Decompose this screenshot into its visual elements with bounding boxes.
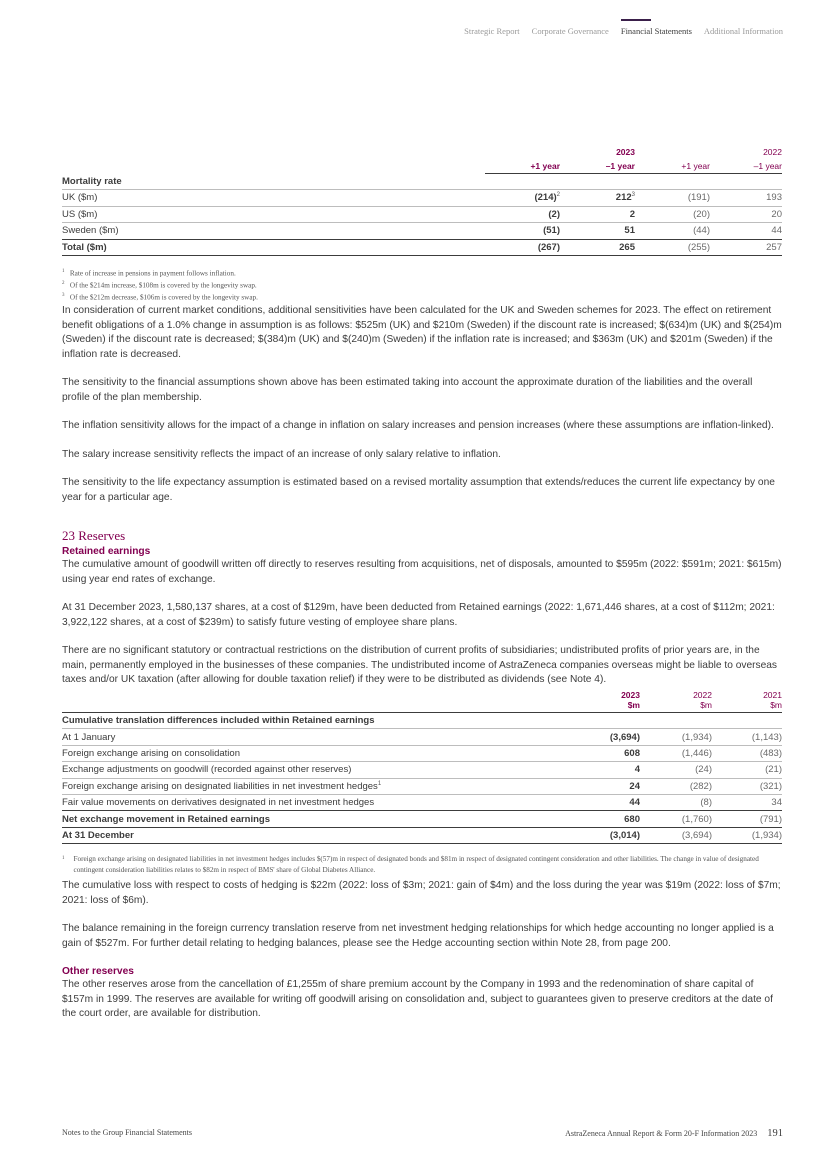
table-row <box>62 190 782 207</box>
cell-value: (44) <box>635 223 710 240</box>
year-2023-header: 2023 <box>616 147 635 157</box>
table-row <box>62 794 782 810</box>
cell-value: (21) <box>712 762 782 778</box>
table-row <box>62 206 782 223</box>
sensitivity-text <box>62 304 782 505</box>
cell-value: 680 <box>565 811 640 827</box>
footnote-ref: 1 <box>377 780 382 787</box>
cell-value: 608 <box>565 745 640 761</box>
row-label: UK ($m) <box>62 190 485 207</box>
row-label: US ($m) <box>62 206 485 223</box>
cell-value: 34 <box>712 794 782 810</box>
nav-corporate-governance[interactable]: Corporate Governance <box>531 26 609 36</box>
cell-value: (1,760) <box>640 811 712 827</box>
total-row <box>62 827 782 843</box>
paragraph: The balance remaining in the foreign currency translation reserve from net investment hedging relationships for which hedge accounting no longer applied is a gain of $527m. For further detail relating to hedging balances, please see the Hedge accounting section within Note 28, from page 200. <box>62 923 774 949</box>
row-label: At 1 January <box>62 729 565 745</box>
footer-section-title: Notes to the Group Financial Statements <box>62 1128 192 1137</box>
reserves-section <box>62 528 782 688</box>
mortality-footnotes <box>62 267 782 303</box>
footnote-ref: 2 <box>556 192 560 199</box>
row-label: Foreign exchange arising on designated liabilities in net investment hedges$^1$ <box>62 778 565 794</box>
year-2023-header: 2023 $m <box>565 686 640 713</box>
footnote: $^2$ Of the $214m increase, $108m is covered by the longevity swap. <box>62 280 257 290</box>
paragraph: There are no significant statutory or contractual restrictions on the distribution of current profits of subsidiaries; undistributed profits of prior years are, in the main, permanently employed in the businesses of these companies. The undistributed income of AstraZeneca companies overseas might be liable to overseas taxes and/or UK taxation (after allowing for double taxation relief) if they were to be distributed as dividends (see Note 4). <box>62 645 778 685</box>
cell-value: (214)$^2$ <box>485 190 560 207</box>
cell-value: (321) <box>712 778 782 794</box>
subtotal-row <box>62 811 782 827</box>
nav-strategic-report[interactable]: Strategic Report <box>464 26 520 36</box>
year-2021-header: 2021 $m <box>712 686 782 713</box>
section-heading: Cumulative translation differences included within Retained earnings <box>62 713 782 729</box>
row-label: Foreign exchange arising on consolidation <box>62 745 565 761</box>
subhead-2022-minus: –1 year <box>710 159 782 174</box>
section-heading-row <box>62 174 782 190</box>
table-row <box>62 223 782 240</box>
row-label: At 31 December <box>62 827 565 843</box>
subheader-row <box>62 159 782 174</box>
retained-earnings-heading: Retained earnings <box>62 546 151 557</box>
footer-report-title: AstraZeneca Annual Report & Form 20-F Information 2023 <box>565 1129 758 1138</box>
footnote: $^3$ Of the $212m decrease, $106m is covered by the longevity swap. <box>62 292 258 302</box>
paragraph: The cumulative loss with respect to costs of hedging is $22m (2022: loss of $3m; 2021: gain of $4m) and the loss during the year was $19m (2022: loss of $7m; 2021: loss of $6m). <box>62 880 781 906</box>
total-row <box>62 239 782 256</box>
cell-value: 44 <box>565 794 640 810</box>
translation-differences-table <box>62 686 782 844</box>
cell-value: (3,694) <box>640 827 712 843</box>
top-navigation <box>464 26 783 36</box>
section-heading-row <box>62 713 782 729</box>
paragraph: The sensitivity to the life expectancy assumption is estimated based on a revised mortality assumption that extends/reduces the current life expectancy by one year for a particular age. <box>62 477 775 503</box>
row-label: Net exchange movement in Retained earnings <box>62 811 565 827</box>
year-header-row <box>62 686 782 713</box>
subhead-2023-minus: –1 year <box>560 159 635 174</box>
translation-footnote: 1 Foreign exchange arising on designated liabilities in net investment hedges includes $(57)m in respect of designated bonds and $81m in respect of designated contingent consideration and other liabilities. The change in value of designated contingent consideration liabilities relates to $82m in respect of BMS' share of Global Diabetes Alliance. <box>62 855 759 874</box>
cell-value: (1,934) <box>640 729 712 745</box>
cell-value: (282) <box>640 778 712 794</box>
cell-value: (267) <box>485 239 560 256</box>
subhead-2023-plus: +1 year <box>485 159 560 174</box>
paragraph: The cumulative amount of goodwill written off directly to reserves resulting from acquisitions, net of disposals, amounted to $595m (2022: $591m; 2021: $615m) using year end rates of exchange. <box>62 559 782 585</box>
cell-value: (1,446) <box>640 745 712 761</box>
cell-value: 24 <box>565 778 640 794</box>
cell-value: (2) <box>485 206 560 223</box>
other-reserves-heading: Other reserves <box>62 966 134 977</box>
cell-value: (51) <box>485 223 560 240</box>
nav-financial-statements[interactable]: Financial Statements <box>620 26 692 36</box>
cell-value: (1,143) <box>712 729 782 745</box>
table-row <box>62 762 782 778</box>
cell-value: 2 <box>560 206 635 223</box>
translation-table-block <box>62 686 782 875</box>
cell-value: 44 <box>710 223 782 240</box>
cell-value: (791) <box>712 811 782 827</box>
cell-value: 20 <box>710 206 782 223</box>
nav-additional-information[interactable]: Additional Information <box>703 26 783 36</box>
row-label: Sweden ($m) <box>62 223 485 240</box>
paragraph: The sensitivity to the financial assumptions shown above has been estimated taking into account the approximate duration of the liabilities and the overall profile of the plan membership. <box>62 377 753 403</box>
cell-value: 257 <box>710 239 782 256</box>
table-row <box>62 778 782 794</box>
cell-value: (191) <box>635 190 710 207</box>
cell-value: (3,694) <box>565 729 640 745</box>
cell-value: (20) <box>635 206 710 223</box>
paragraph: In consideration of current market conditions, additional sensitivities have been calculated for the UK and Sweden schemes for 2023. The effect on retirement benefit obligations of a 1.0% change in assumption is as follows: $525m (UK) and $210m (Sweden) if the discount rate is increased; $(634)m (UK) and $(254)m (Sweden) if the discount rate is decreased; $(384)m (UK) and $(240)m (Sweden) if the inflation rate is increased; and $363m (UK) and $201m (Sweden) if the inflation rate is decreased. <box>62 305 782 360</box>
paragraph: At 31 December 2023, 1,580,137 shares, at a cost of $129m, have been deducted from Retained earnings (2022: 1,671,446 shares, at a cost of $112m; 2021: 3,922,122 shares, at a cost of $239m) to satisfy future vesting of employee share plans. <box>62 602 775 628</box>
cell-value: (8) <box>640 794 712 810</box>
mortality-table-block <box>62 145 782 303</box>
page-number: 191 <box>767 1128 783 1139</box>
row-label: Fair value movements on derivatives designated in net investment hedges <box>62 794 565 810</box>
year-2022-header: 2022 <box>763 147 782 157</box>
cell-value: (255) <box>635 239 710 256</box>
year-2022-header: 2022 $m <box>640 686 712 713</box>
table-row <box>62 729 782 745</box>
cell-value: (24) <box>640 762 712 778</box>
paragraph: The inflation sensitivity allows for the impact of a change in inflation on salary increases and pension increases (where these assumptions are inflation-linked). <box>62 420 774 431</box>
section-title: 23 Reserves <box>62 528 126 543</box>
year-header-row <box>62 145 782 159</box>
row-label: Total ($m) <box>62 239 485 256</box>
cell-value: (1,934) <box>712 827 782 843</box>
row-label: Exchange adjustments on goodwill (recorded against other reserves) <box>62 762 565 778</box>
hedging-text <box>62 879 782 1022</box>
page-footer <box>62 1128 783 1139</box>
footnote: $^1$ Rate of increase in pensions in payment follows inflation. <box>62 269 236 278</box>
table-row <box>62 745 782 761</box>
cell-value: 265 <box>560 239 635 256</box>
cell-value: 4 <box>565 762 640 778</box>
cell-value: 212$^3$ <box>560 190 635 207</box>
cell-value: (3,014) <box>565 827 640 843</box>
cell-value: 51 <box>560 223 635 240</box>
paragraph: The salary increase sensitivity reflects the impact of an increase of only salary relative to inflation. <box>62 448 501 460</box>
cell-value: 193 <box>710 190 782 207</box>
cell-value: (483) <box>712 745 782 761</box>
footnote-ref: 3 <box>631 192 635 199</box>
section-heading: Mortality rate <box>62 174 782 190</box>
paragraph: The other reserves arose from the cancellation of £1,255m of share premium account by the Company in 1993 and the redenomination of share capital of $157m in 1999. The reserves are available for writing off goodwill arising on consolidation and, subject to guarantees given to preserve creditors at the date of the court order, are available for distribution. <box>62 979 773 1019</box>
subhead-2022-plus: +1 year <box>635 159 710 174</box>
mortality-sensitivity-table <box>62 145 782 256</box>
